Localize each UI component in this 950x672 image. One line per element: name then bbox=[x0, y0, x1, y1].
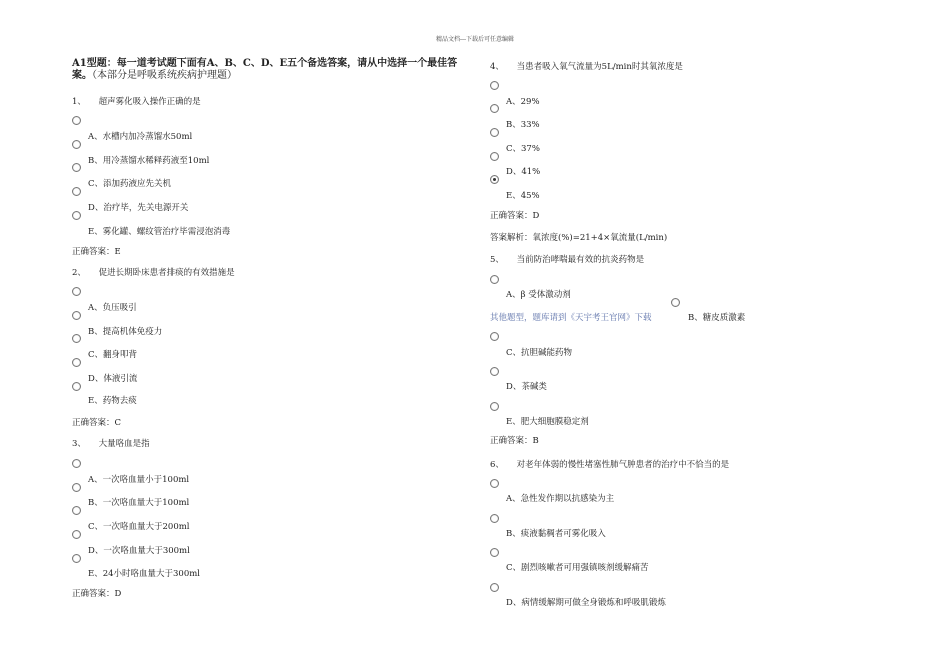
page-header: 精品文档---下载后可任意编辑 bbox=[435, 36, 515, 43]
q6-radio-d[interactable] bbox=[490, 583, 499, 592]
q2-radio-d[interactable] bbox=[72, 358, 81, 367]
q2-answer: 正确答案：C bbox=[72, 418, 122, 428]
q6-radio-c[interactable] bbox=[490, 548, 499, 557]
q4-radio-a[interactable] bbox=[490, 81, 499, 90]
q6-option-d: D、病情缓解期可做全身锻炼和呼吸肌锻炼 bbox=[506, 598, 666, 608]
q4-radio-b[interactable] bbox=[490, 104, 499, 113]
q3-option-a: A、一次咯血量小于100ml bbox=[88, 475, 190, 485]
q2-option-d: D、体液引流 bbox=[88, 374, 138, 384]
section-title-bold: A1型题：每一道考试题下面有A、B、C、D、E五个备选答案，请从中选择一个最佳答案。 bbox=[72, 58, 458, 81]
question-5-stem: 5、 当前防治哮喘最有效的抗炎药物是 bbox=[490, 255, 645, 265]
q3-option-e: E、24小时咯血量大于300ml bbox=[88, 569, 201, 579]
q6-option-b: B、痰液黏稠者可雾化吸入 bbox=[506, 529, 606, 539]
q5-radio-e[interactable] bbox=[490, 402, 499, 411]
q2-radio-a[interactable] bbox=[72, 287, 81, 296]
q4-option-d: D、41% bbox=[506, 167, 541, 177]
q1-radio-a[interactable] bbox=[72, 116, 81, 125]
q4-radio-e-selected[interactable] bbox=[490, 175, 499, 184]
q3-radio-d[interactable] bbox=[72, 530, 81, 539]
q5-option-e: E、肥大细胞膜稳定剂 bbox=[506, 417, 589, 427]
q1-radio-d[interactable] bbox=[72, 187, 81, 196]
q3-radio-e[interactable] bbox=[72, 554, 81, 563]
question-6-stem: 6、 对老年体弱的慢性堵塞性肺气肿患者的治疗中不恰当的是 bbox=[490, 460, 730, 470]
q5-radio-b[interactable] bbox=[671, 298, 680, 307]
q3-radio-a[interactable] bbox=[72, 459, 81, 468]
question-2-stem: 2、 促进长期卧床患者排痰的有效措施是 bbox=[72, 268, 235, 278]
q3-option-c: C、一次咯血量大于200ml bbox=[88, 522, 190, 532]
question-4-stem: 4、 当患者吸入氧气流量为5L/min时其氧浓度是 bbox=[490, 62, 683, 72]
q1-answer: 正确答案：E bbox=[72, 247, 121, 257]
q1-option-d: D、治疗毕，先关电源开关 bbox=[88, 203, 189, 213]
q2-radio-e[interactable] bbox=[72, 382, 81, 391]
q3-option-b: B、一次咯血量大于100ml bbox=[88, 498, 190, 508]
q2-option-c: C、翻身叩背 bbox=[88, 350, 138, 360]
q6-radio-a[interactable] bbox=[490, 479, 499, 488]
q1-radio-b[interactable] bbox=[72, 140, 81, 149]
question-1-stem: 1、 超声雾化吸入操作正确的是 bbox=[72, 97, 201, 107]
q5-option-a: A、β 受体激动剂 bbox=[506, 290, 571, 300]
q3-answer: 正确答案：D bbox=[72, 589, 122, 599]
q5-option-b: B、糖皮质激素 bbox=[688, 313, 746, 323]
q2-radio-c[interactable] bbox=[72, 334, 81, 343]
q3-option-d: D、一次咯血量大于300ml bbox=[88, 546, 190, 556]
q6-option-a: A、急性发作期以抗感染为主 bbox=[506, 494, 615, 504]
question-3-stem: 3、 大量咯血是指 bbox=[72, 439, 150, 449]
q4-radio-d[interactable] bbox=[490, 152, 499, 161]
q1-radio-e[interactable] bbox=[72, 211, 81, 220]
q2-option-a: A、负压吸引 bbox=[88, 303, 137, 313]
promo-link[interactable]: 其他题型，题库请到《天宇考王官网》下载 bbox=[490, 313, 652, 323]
q3-radio-b[interactable] bbox=[72, 483, 81, 492]
q5-radio-a[interactable] bbox=[490, 275, 499, 284]
section-title-note: （本部分是呼吸系统疾病护理题） bbox=[92, 70, 237, 81]
q1-option-a: A、水槽内加冷蒸馏水50ml bbox=[88, 132, 193, 142]
q5-radio-d[interactable] bbox=[490, 367, 499, 376]
q4-radio-c[interactable] bbox=[490, 128, 499, 137]
q4-option-e: E、45% bbox=[506, 191, 540, 201]
q1-radio-c[interactable] bbox=[72, 163, 81, 172]
q4-option-b: B、33% bbox=[506, 120, 540, 130]
q6-radio-b[interactable] bbox=[490, 514, 499, 523]
q5-answer: 正确答案：B bbox=[490, 436, 539, 446]
q4-answer: 正确答案：D bbox=[490, 211, 540, 221]
q3-radio-c[interactable] bbox=[72, 506, 81, 515]
q2-radio-b[interactable] bbox=[72, 311, 81, 320]
q1-option-e: E、雾化罐、螺纹管治疗毕需浸泡消毒 bbox=[88, 227, 231, 237]
q2-option-e: E、药物去痰 bbox=[88, 396, 137, 406]
q1-option-c: C、添加药液应先关机 bbox=[88, 179, 172, 189]
q1-option-b: B、用冷蒸馏水稀释药液至10ml bbox=[88, 156, 210, 166]
q5-option-d: D、茶碱类 bbox=[506, 382, 547, 392]
q4-option-a: A、29% bbox=[506, 97, 540, 107]
q4-explanation: 答案解析：氧浓度(%)=21+4×氧流量(L/min) bbox=[490, 233, 668, 243]
q6-option-c: C、剧烈咳嗽者可用强镇咳剂缓解痛苦 bbox=[506, 563, 649, 573]
q4-option-c: C、37% bbox=[506, 144, 540, 154]
section-title bbox=[72, 58, 464, 82]
q5-radio-c[interactable] bbox=[490, 332, 499, 341]
q2-option-b: B、提高机体免疫力 bbox=[88, 327, 163, 337]
q5-option-c: C、抗胆碱能药物 bbox=[506, 348, 573, 358]
